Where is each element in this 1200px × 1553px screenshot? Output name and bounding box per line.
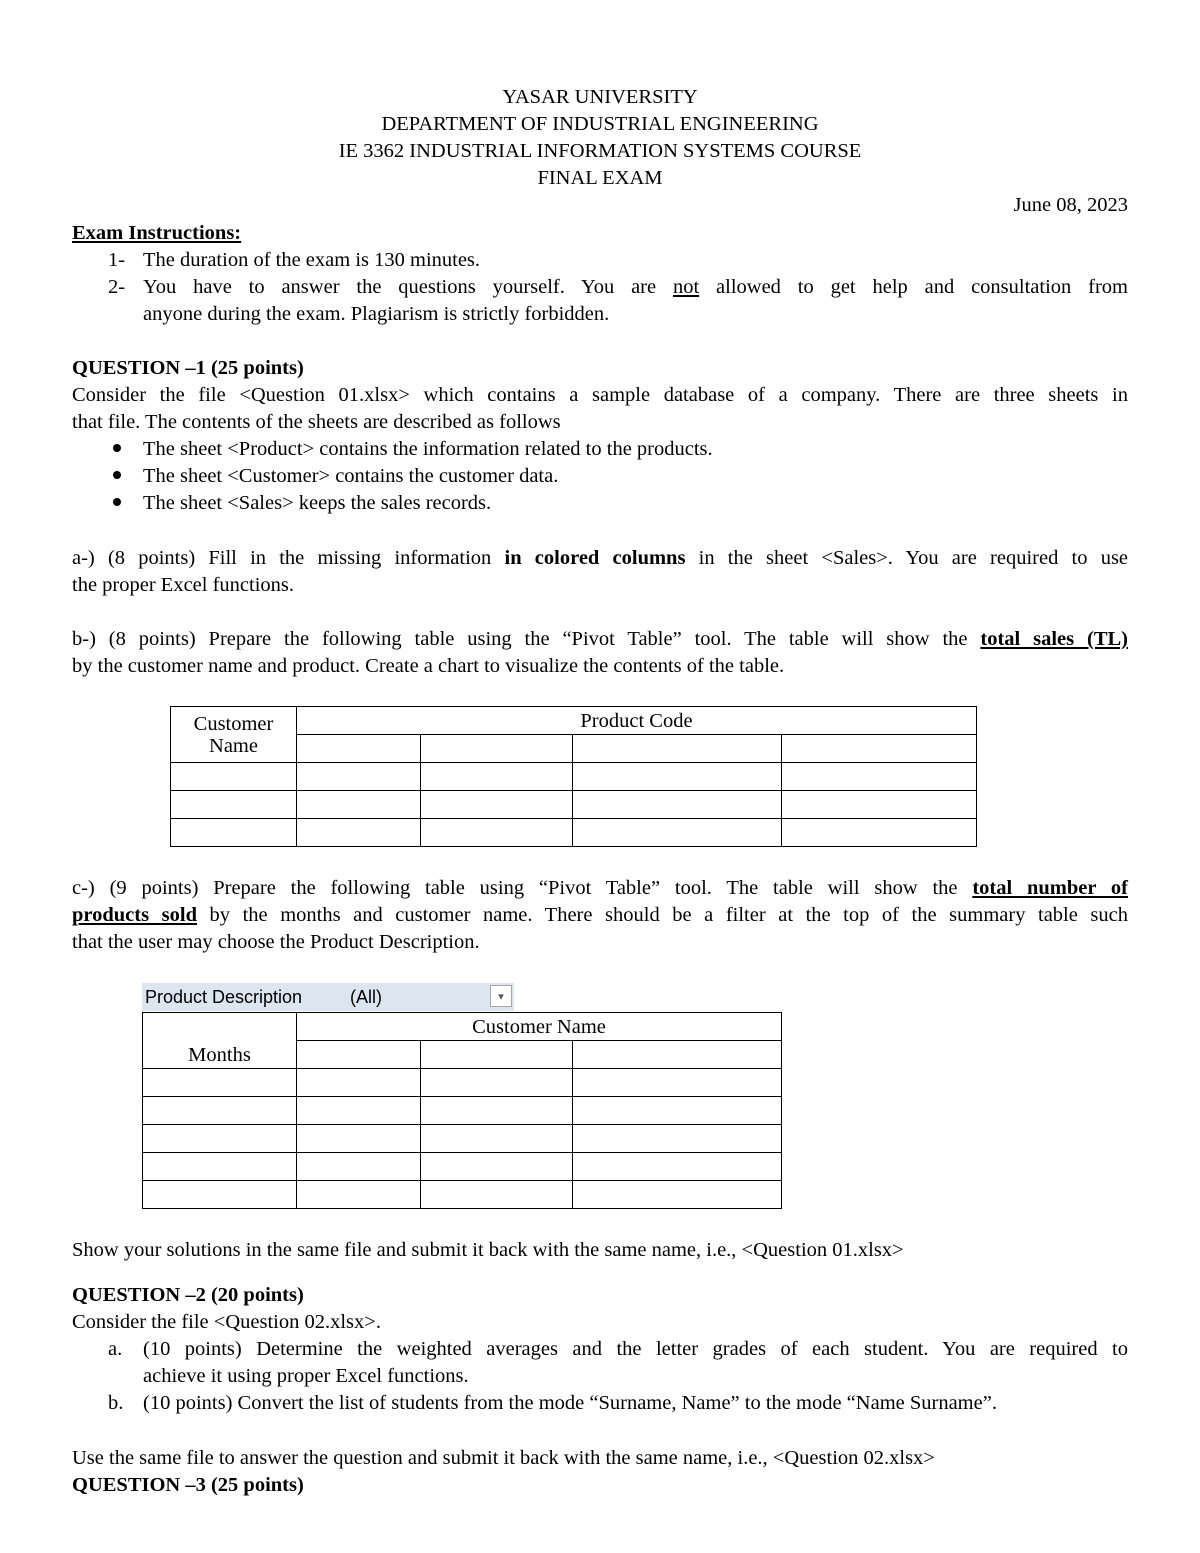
question-3-heading: QUESTION –3 (25 points): [72, 1474, 304, 1496]
table-row: [171, 763, 977, 791]
table-cell: [573, 819, 782, 847]
part-b-line-2: by the customer name and product. Create a chart to visualize the contents of the table.: [72, 655, 785, 677]
university-name: YASAR UNIVERSITY: [502, 86, 698, 108]
question-2-a-label: a.: [108, 1338, 123, 1360]
part-a-line-2: the proper Excel functions.: [72, 574, 295, 596]
instruction-2: [143, 276, 1128, 299]
part-c-bold-2: products sold: [72, 904, 197, 926]
part-c-line-1: [72, 877, 1128, 900]
table-cell: [782, 735, 977, 763]
customer-name-header: [171, 707, 297, 763]
table-cell: [143, 1097, 297, 1125]
table-cell: [297, 819, 421, 847]
part-c-bold-1: total number of: [972, 877, 1128, 899]
instruction-number-2: 2-: [108, 276, 126, 298]
products-sold-pivot-table: [142, 1012, 782, 1209]
table-cell: [143, 1125, 297, 1153]
sheet-bullet-1: The sheet <Product> contains the information related to the products.: [143, 438, 713, 460]
part-c-post: by the months and customer name. There should be a filter at the top of the summary table such: [209, 904, 1128, 926]
table-cell: [421, 1181, 573, 1209]
table-cell: [573, 1097, 782, 1125]
table-cell: [782, 819, 977, 847]
table-cell: [421, 819, 573, 847]
question-1-intro-line-1: Consider the file <Question 01.xlsx> which contains a sample database of a company. There are three sheets in: [72, 384, 1128, 406]
table-row: [143, 1097, 782, 1125]
question-1-intro-line-2: that file. The contents of the sheets are described as follows: [72, 411, 561, 433]
table-cell: [421, 791, 573, 819]
table-cell: [171, 819, 297, 847]
table-cell: [573, 735, 782, 763]
table-row: [171, 819, 977, 847]
sheet-bullet-2: The sheet <Customer> contains the customer data.: [143, 465, 559, 487]
table-cell: [782, 763, 977, 791]
sheet-bullet-3: The sheet <Sales> keeps the sales records.: [143, 492, 492, 514]
exam-date: June 08, 2023: [1013, 194, 1128, 216]
part-c-line-2: [72, 904, 1128, 927]
table-cell: [297, 1097, 421, 1125]
table-cell: [297, 1181, 421, 1209]
table-cell: [297, 1153, 421, 1181]
table-cell: [573, 791, 782, 819]
part-b-line-1: [72, 628, 1128, 651]
customer-header-line-1: Customer: [193, 712, 274, 735]
customer-name-col-header: Customer Name: [297, 1013, 782, 1041]
table-cell: [143, 1069, 297, 1097]
instruction-2-part-b: allowed to get help and consultation from: [716, 276, 1128, 298]
table-cell: [297, 791, 421, 819]
table-row: [143, 1069, 782, 1097]
table-cell: [421, 763, 573, 791]
bullet-icon: [113, 444, 121, 452]
chevron-down-icon[interactable]: ▾: [490, 985, 512, 1007]
question-2-a-line-2: achieve it using proper Excel functions.: [143, 1365, 469, 1387]
part-a-bold: in colored columns: [504, 547, 686, 569]
table-cell: [573, 1069, 782, 1097]
table-row: [143, 1181, 782, 1209]
pivot-filter-bar: [142, 983, 514, 1011]
table-cell: [171, 791, 297, 819]
question-2-intro: Consider the file <Question 02.xlsx>.: [72, 1311, 381, 1333]
table-cell: [421, 1069, 573, 1097]
part-b-bold: total sales (TL): [980, 628, 1128, 650]
part-a-line-1: [72, 547, 1128, 570]
question-2-closing: Use the same file to answer the question and submit it back with the same name, i.e., <Question 02.xlsx>: [72, 1447, 935, 1469]
part-c-line-3: that the user may choose the Product Description.: [72, 931, 480, 953]
customer-header-line-2: Name: [209, 734, 258, 757]
table-cell: [782, 791, 977, 819]
question-2-a-line-1: (10 points) Determine the weighted averages and the letter grades of each student. You are required to: [143, 1338, 1128, 1360]
pivot-filter-value: (All): [350, 987, 382, 1007]
table-row: [171, 791, 977, 819]
table-cell: [143, 1153, 297, 1181]
instruction-2-not: not: [672, 276, 700, 298]
table-cell: [573, 1153, 782, 1181]
table-cell: [421, 1041, 573, 1069]
table-cell: [297, 1125, 421, 1153]
table-row: [143, 1125, 782, 1153]
instruction-1: The duration of the exam is 130 minutes.: [143, 249, 481, 271]
table-cell: [573, 1181, 782, 1209]
table-cell: [171, 763, 297, 791]
bullet-icon: [113, 471, 121, 479]
table-cell: [421, 1125, 573, 1153]
department-name: DEPARTMENT OF INDUSTRIAL ENGINEERING: [381, 113, 819, 135]
instructions-heading: Exam Instructions:: [72, 222, 242, 244]
table-cell: [421, 735, 573, 763]
question-2-b-line-1: (10 points) Convert the list of students from the mode “Surname, Name” to the mode “Name Surname”.: [143, 1392, 997, 1414]
table-cell: [573, 763, 782, 791]
part-a-pre: a-) (8 points) Fill in the missing information: [72, 547, 492, 569]
product-code-header: Product Code: [297, 707, 977, 735]
months-header: Months: [143, 1013, 297, 1069]
course-title: IE 3362 INDUSTRIAL INFORMATION SYSTEMS COURSE: [338, 140, 862, 162]
exam-title: FINAL EXAM: [537, 167, 663, 189]
table-cell: [421, 1097, 573, 1125]
table-cell: [143, 1181, 297, 1209]
table-cell: [297, 735, 421, 763]
part-c-pre: c-) (9 points) Prepare the following table using “Pivot Table” tool. The table will show the: [72, 877, 958, 899]
table-cell: [573, 1125, 782, 1153]
part-b-pre: b-) (8 points) Prepare the following table using the “Pivot Table” tool. The table will show the: [72, 628, 968, 650]
table-cell: [421, 1153, 573, 1181]
instruction-number-1: 1-: [108, 249, 126, 271]
table-row: [143, 1153, 782, 1181]
table-cell: [297, 1069, 421, 1097]
instruction-2-part-a: You have to answer the questions yourself. You are: [143, 276, 657, 298]
pivot-filter-label: Product Description: [145, 987, 303, 1007]
part-a-post: in the sheet <Sales>. You are required to use: [698, 547, 1129, 569]
question-1-closing: Show your solutions in the same file and submit it back with the same name, i.e., <Question 01.xlsx>: [72, 1239, 904, 1261]
table-cell: [297, 763, 421, 791]
question-1-heading: QUESTION –1 (25 points): [72, 357, 304, 379]
table-cell: [297, 1041, 421, 1069]
instruction-2-line-2: anyone during the exam. Plagiarism is strictly forbidden.: [143, 303, 610, 325]
sales-pivot-table: [170, 706, 977, 847]
question-2-heading: QUESTION –2 (20 points): [72, 1284, 304, 1306]
bullet-icon: [113, 498, 121, 506]
table-cell: [573, 1041, 782, 1069]
question-2-b-label: b.: [108, 1392, 124, 1414]
